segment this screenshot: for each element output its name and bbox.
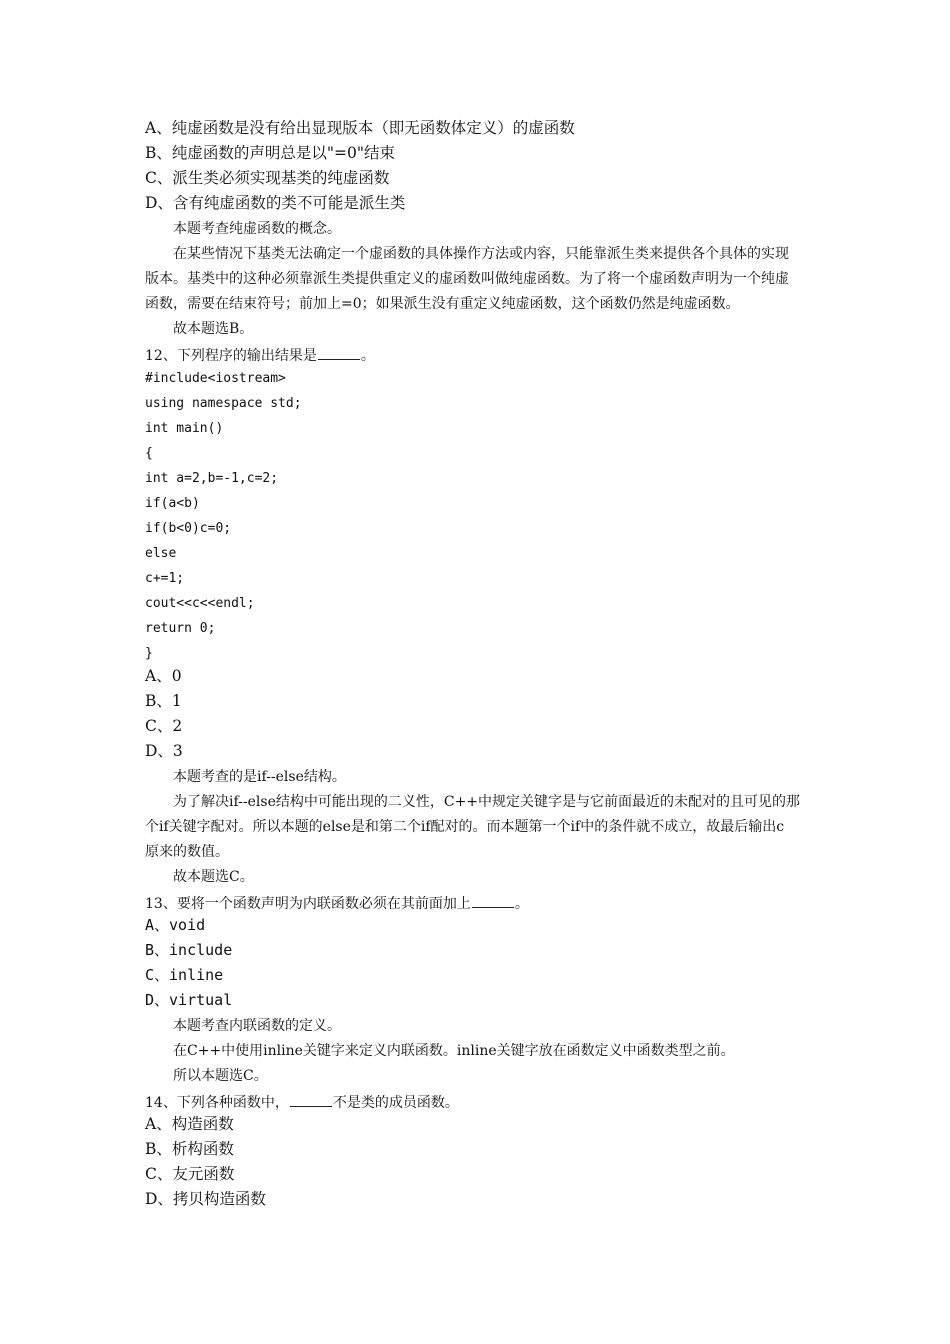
code-line: if(a<b) (145, 496, 200, 511)
q12-stem (145, 345, 375, 365)
code-line: { (145, 446, 153, 461)
q13-answer: 所以本题选C。 (173, 1068, 268, 1084)
q14-blank (290, 1092, 332, 1107)
q14-option-d: D、拷贝构造函数 (145, 1190, 266, 1208)
q13-explain-line: 在C++中使用inline关键字来定义内联函数。inline关键字放在函数定义中函数类型之前。 (173, 1043, 735, 1059)
q12-answer: 故本题选C。 (173, 869, 254, 885)
q13-blank (472, 893, 514, 908)
code-line: int main() (145, 421, 224, 436)
code-line: else (145, 546, 177, 561)
q12-explain-line: 原来的数值。 (145, 844, 229, 860)
q13-option-c: C、inline (145, 966, 224, 984)
q12-stem-before: 12、下列程序的输出结果是 (145, 348, 317, 364)
q12-option-b: B、1 (145, 692, 182, 710)
q11-option-a: A、纯虚函数是没有给出显现版本（即无函数体定义）的虚函数 (145, 119, 575, 137)
q14-option-a: A、构造函数 (145, 1115, 234, 1133)
code-line: #include<iostream> (145, 371, 286, 386)
code-line: using namespace std; (145, 396, 302, 411)
q12-option-c: C、2 (145, 717, 183, 735)
q12-explain-line: 为了解决if--else结构中可能出现的二义性，C++中规定关键字是与它前面最近的未配对的且可见的那 (173, 794, 801, 810)
q11-explain-line: 版本。基类中的这种必须靠派生类提供重定义的虚函数叫做纯虚函数。为了将一个虚函数声明为一个纯虚 (145, 271, 789, 287)
q11-option-b: B、纯虚函数的声明总是以"=0"结束 (145, 144, 395, 162)
q12-option-d: D、3 (145, 742, 183, 760)
code-line: int a=2,b=-1,c=2; (145, 471, 279, 486)
q12-blank (318, 345, 360, 360)
q12-explain-topic: 本题考查的是if--else结构。 (173, 769, 346, 785)
q11-option-c: C、派生类必须实现基类的纯虚函数 (145, 169, 390, 187)
code-line: c+=1; (145, 571, 185, 586)
q11-explain-line: 在某些情况下基类无法确定一个虚函数的具体操作方法或内容，只能靠派生类来提供各个具体的实现 (173, 246, 789, 262)
q12-option-a: A、0 (145, 667, 182, 685)
q11-option-d: D、含有纯虚函数的类不可能是派生类 (145, 194, 406, 212)
q14-stem-before: 14、下列各种函数中， (145, 1095, 289, 1111)
code-line: if(b<0)c=0; (145, 521, 232, 536)
q11-answer: 故本题选B。 (173, 321, 254, 337)
q14-stem (145, 1092, 459, 1112)
code-line: cout<<c<<endl; (145, 596, 255, 611)
q13-option-d: D、virtual (145, 991, 233, 1009)
code-line: return 0; (145, 621, 216, 636)
q14-stem-after: 不是类的成员函数。 (332, 1095, 459, 1111)
q13-option-b: B、include (145, 941, 233, 959)
code-line: } (145, 646, 153, 661)
q11-explain-line: 函数，需要在结束符号；前加上=0；如果派生没有重定义纯虚函数，这个函数仍然是纯虚函数。 (145, 296, 740, 312)
q13-stem-before: 13、要将一个函数声明为内联函数必须在其前面加上 (145, 896, 471, 912)
q13-stem-after: 。 (514, 896, 529, 912)
q14-option-b: B、析构函数 (145, 1140, 234, 1158)
q12-explain-line: 个if关键字配对。所以本题的else是和第二个if配对的。而本题第一个if中的条件就不成立，故最后输出c (145, 819, 785, 835)
q13-stem (145, 893, 529, 913)
q14-option-c: C、友元函数 (145, 1165, 235, 1183)
q13-explain-topic: 本题考查内联函数的定义。 (173, 1018, 341, 1034)
q13-option-a: A、void (145, 916, 206, 934)
q11-explain-topic: 本题考查纯虚函数的概念。 (173, 221, 341, 237)
q12-stem-after: 。 (360, 348, 375, 364)
